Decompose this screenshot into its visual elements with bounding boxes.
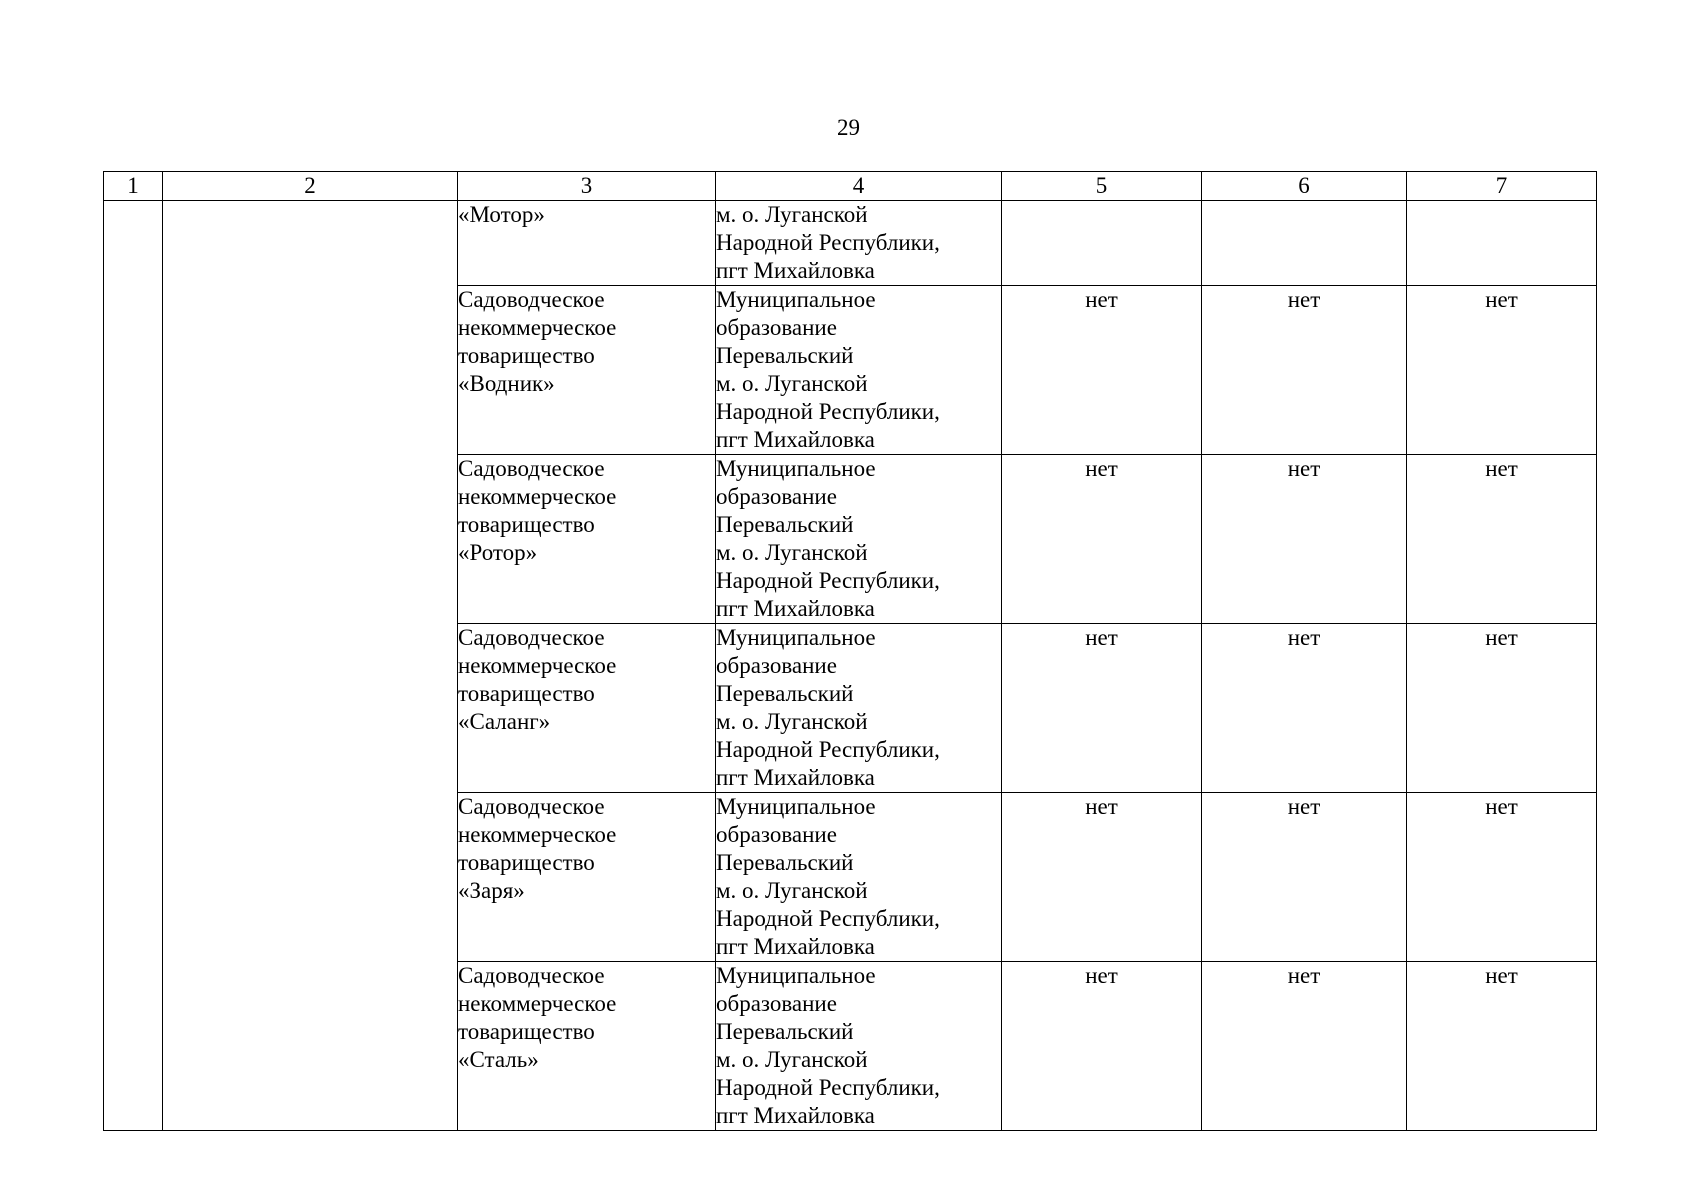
col5-cell: нет <box>1002 455 1202 624</box>
organization-name-cell <box>458 286 716 455</box>
address-line: Муниципальное <box>716 625 876 650</box>
address-line: образование <box>716 653 837 678</box>
address-line: Перевальский <box>716 1019 854 1044</box>
organization-name-line: товарищество <box>458 512 595 537</box>
address-line: м. о. Луганской <box>716 1047 868 1072</box>
address-cell <box>716 201 1002 286</box>
organization-name-line: некоммерческое <box>458 315 617 340</box>
address-line: м. о. Луганской <box>716 540 868 565</box>
address-line: Народной Республики, <box>716 1075 940 1100</box>
organization-name-line: товарищество <box>458 850 595 875</box>
address-line: пгт Михайловка <box>716 427 875 452</box>
col5-cell: нет <box>1002 624 1202 793</box>
address-line: пгт Михайловка <box>716 1103 875 1128</box>
col5-cell: нет <box>1002 286 1202 455</box>
col7-cell: нет <box>1407 793 1597 962</box>
col7-cell: нет <box>1407 286 1597 455</box>
address-line: Муниципальное <box>716 794 876 819</box>
organization-name-line: Садоводческое <box>458 287 605 312</box>
organization-name-line: «Заря» <box>458 878 525 903</box>
organization-name-line: некоммерческое <box>458 653 617 678</box>
merged-cell-col1 <box>104 201 163 1131</box>
column-header-2: 2 <box>163 172 458 201</box>
col6-cell: нет <box>1202 286 1407 455</box>
organization-name-line: «Мотор» <box>458 202 545 227</box>
organization-name-line: товарищество <box>458 1019 595 1044</box>
address-line: пгт Михайловка <box>716 596 875 621</box>
organization-name-line: «Ротор» <box>458 540 538 565</box>
address-line: пгт Михайловка <box>716 258 875 283</box>
address-line: Перевальский <box>716 512 854 537</box>
address-cell <box>716 286 1002 455</box>
address-line: Муниципальное <box>716 456 876 481</box>
col6-cell <box>1202 201 1407 286</box>
address-line: Народной Республики, <box>716 568 940 593</box>
col6-cell: нет <box>1202 793 1407 962</box>
organization-name-line: «Водник» <box>458 371 555 396</box>
address-line: м. о. Луганской <box>716 878 868 903</box>
col5-cell <box>1002 201 1202 286</box>
table-row <box>104 201 1597 286</box>
address-line: пгт Михайловка <box>716 934 875 959</box>
organization-name-cell <box>458 793 716 962</box>
address-line: Народной Республики, <box>716 737 940 762</box>
column-number-header-row <box>104 172 1597 201</box>
organization-name-line: Садоводческое <box>458 963 605 988</box>
organization-name-line: «Саланг» <box>458 709 551 734</box>
address-line: пгт Михайловка <box>716 765 875 790</box>
organization-name-line: товарищество <box>458 681 595 706</box>
address-line: Народной Республики, <box>716 399 940 424</box>
page-number: 29 <box>837 115 860 140</box>
address-line: Перевальский <box>716 343 854 368</box>
col6-cell: нет <box>1202 455 1407 624</box>
address-line: образование <box>716 484 837 509</box>
column-header-6: 6 <box>1202 172 1407 201</box>
address-cell <box>716 962 1002 1131</box>
col5-cell: нет <box>1002 962 1202 1131</box>
col5-cell: нет <box>1002 793 1202 962</box>
organization-name-line: некоммерческое <box>458 822 617 847</box>
address-line: Народной Республики, <box>716 906 940 931</box>
organization-name-line: некоммерческое <box>458 484 617 509</box>
organization-name-cell <box>458 455 716 624</box>
organization-name-line: Садоводческое <box>458 625 605 650</box>
column-header-5: 5 <box>1002 172 1202 201</box>
address-cell <box>716 793 1002 962</box>
address-cell <box>716 455 1002 624</box>
address-line: Муниципальное <box>716 287 876 312</box>
column-header-1: 1 <box>104 172 163 201</box>
table-body <box>104 201 1597 1131</box>
organization-name-line: «Сталь» <box>458 1047 539 1072</box>
organization-name-line: Садоводческое <box>458 794 605 819</box>
address-line: образование <box>716 315 837 340</box>
organization-name-cell <box>458 962 716 1131</box>
address-line: Муниципальное <box>716 963 876 988</box>
col6-cell: нет <box>1202 624 1407 793</box>
organization-name-line: товарищество <box>458 343 595 368</box>
column-header-7: 7 <box>1407 172 1597 201</box>
column-header-3: 3 <box>458 172 716 201</box>
address-line: образование <box>716 822 837 847</box>
address-line: Народной Республики, <box>716 230 940 255</box>
address-line: м. о. Луганской <box>716 709 868 734</box>
col6-cell: нет <box>1202 962 1407 1131</box>
col7-cell: нет <box>1407 455 1597 624</box>
registry-table <box>103 171 1597 1131</box>
organization-name-line: некоммерческое <box>458 991 617 1016</box>
organization-name-line: Садоводческое <box>458 456 605 481</box>
address-line: образование <box>716 991 837 1016</box>
organization-name-cell <box>458 624 716 793</box>
address-line: м. о. Луганской <box>716 371 868 396</box>
address-line: м. о. Луганской <box>716 202 868 227</box>
col7-cell: нет <box>1407 962 1597 1131</box>
col7-cell <box>1407 201 1597 286</box>
organization-name-cell <box>458 201 716 286</box>
address-line: Перевальский <box>716 850 854 875</box>
column-header-4: 4 <box>716 172 1002 201</box>
merged-cell-col2 <box>163 201 458 1131</box>
address-cell <box>716 624 1002 793</box>
col7-cell: нет <box>1407 624 1597 793</box>
address-line: Перевальский <box>716 681 854 706</box>
